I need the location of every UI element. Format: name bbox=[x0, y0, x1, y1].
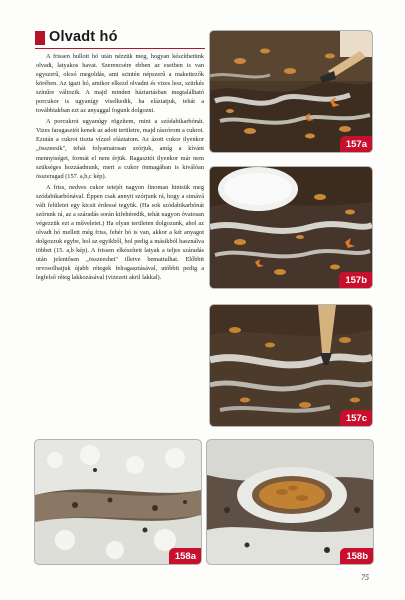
paragraph: A porcukrot ugyanúgy rögzítem, mint a szódabikarbónát. Vizes faragasztót kenek az adott területre, majd rászórom a cukrot. Ezután a cukrot tiszta vízzel eláztatom. Az ázott cukor ilyenkor „összeesik", tehát folyamatosan szórjuk, amíg a kívánt mennyiséget, formát el nem érjük. Ragasztót ilyenkor már nem szükséges hozzáadnunk, mert a cukor önmagában is kiválóan összeragad (157. a,b,c kép). bbox=[36, 118, 204, 180]
photo-158b-image bbox=[207, 440, 373, 564]
photo-157b-image bbox=[210, 167, 372, 288]
photo-label-158a: 158a bbox=[169, 548, 201, 564]
photo-157c-image bbox=[210, 305, 372, 426]
photo-157a bbox=[210, 31, 372, 152]
heading-rule bbox=[35, 48, 205, 49]
page-title: Olvadt hó bbox=[49, 29, 118, 45]
photo-label-157b: 157b bbox=[339, 272, 372, 288]
heading-marker bbox=[35, 31, 45, 45]
photo-label-157c: 157c bbox=[340, 410, 372, 426]
paragraph: A frissen hullott hó után nézzük meg, hogyan készíthetünk olvadt, latyakos havat. Szerencsére ebben az esetben is van egyszerű, olcsó megoldás, ami szintén népszerű a makettezők körében. Az igazi hó, amikor elkezd olvadni és vizes lesz, szürkés színűre változik. A majd minden háztartásban megtalálható porcukor is ugyanígy viselkedik, ha eláztatjuk, tehát a továbbiakban ezt az anyaggal fogunk dolgozni. bbox=[36, 53, 204, 115]
photo-label-158b: 158b bbox=[340, 548, 373, 564]
photo-157b bbox=[210, 167, 372, 288]
photo-157c bbox=[210, 305, 372, 426]
section-heading bbox=[35, 29, 205, 47]
photo-158b bbox=[207, 440, 373, 564]
photo-157a-image bbox=[210, 31, 372, 152]
page-number: 75 bbox=[361, 573, 369, 582]
photo-158a-image bbox=[35, 440, 201, 564]
photo-158a bbox=[35, 440, 201, 564]
paragraph: A friss, nedves cukor tetejét nagyon finoman hintsük meg szódabikarbónával. Éppen csak annyit szórjunk rá, hogy a simává vált felületet egy kicsit érdessé tegyük. (Ha sok szódabikarbónát szórunk rá, az a száradás során kifehéredik, tehát nagyon óvatosan végezzük ezt a műveletet.) Ha olyan területen dolgozunk, ahol az olvadt hó mellett még friss, fehér hó is van, akkor a két anyagot dolgozzuk egybe, hol az egyikből, hol pedig a másikból használva többet (15. a,b kép). A frissen elkészített latyak a teljes száradás után jelentősen „összeeshet" illetve bemattulhat. Előbbit orvosolhatjuk újabb rétegek felragasztásával, utóbbit pedig a legfelső réteg lakkozásával (vizezett akril lakkal). bbox=[36, 183, 204, 282]
photo-label-157a: 157a bbox=[340, 136, 372, 152]
body-text bbox=[36, 52, 204, 284]
